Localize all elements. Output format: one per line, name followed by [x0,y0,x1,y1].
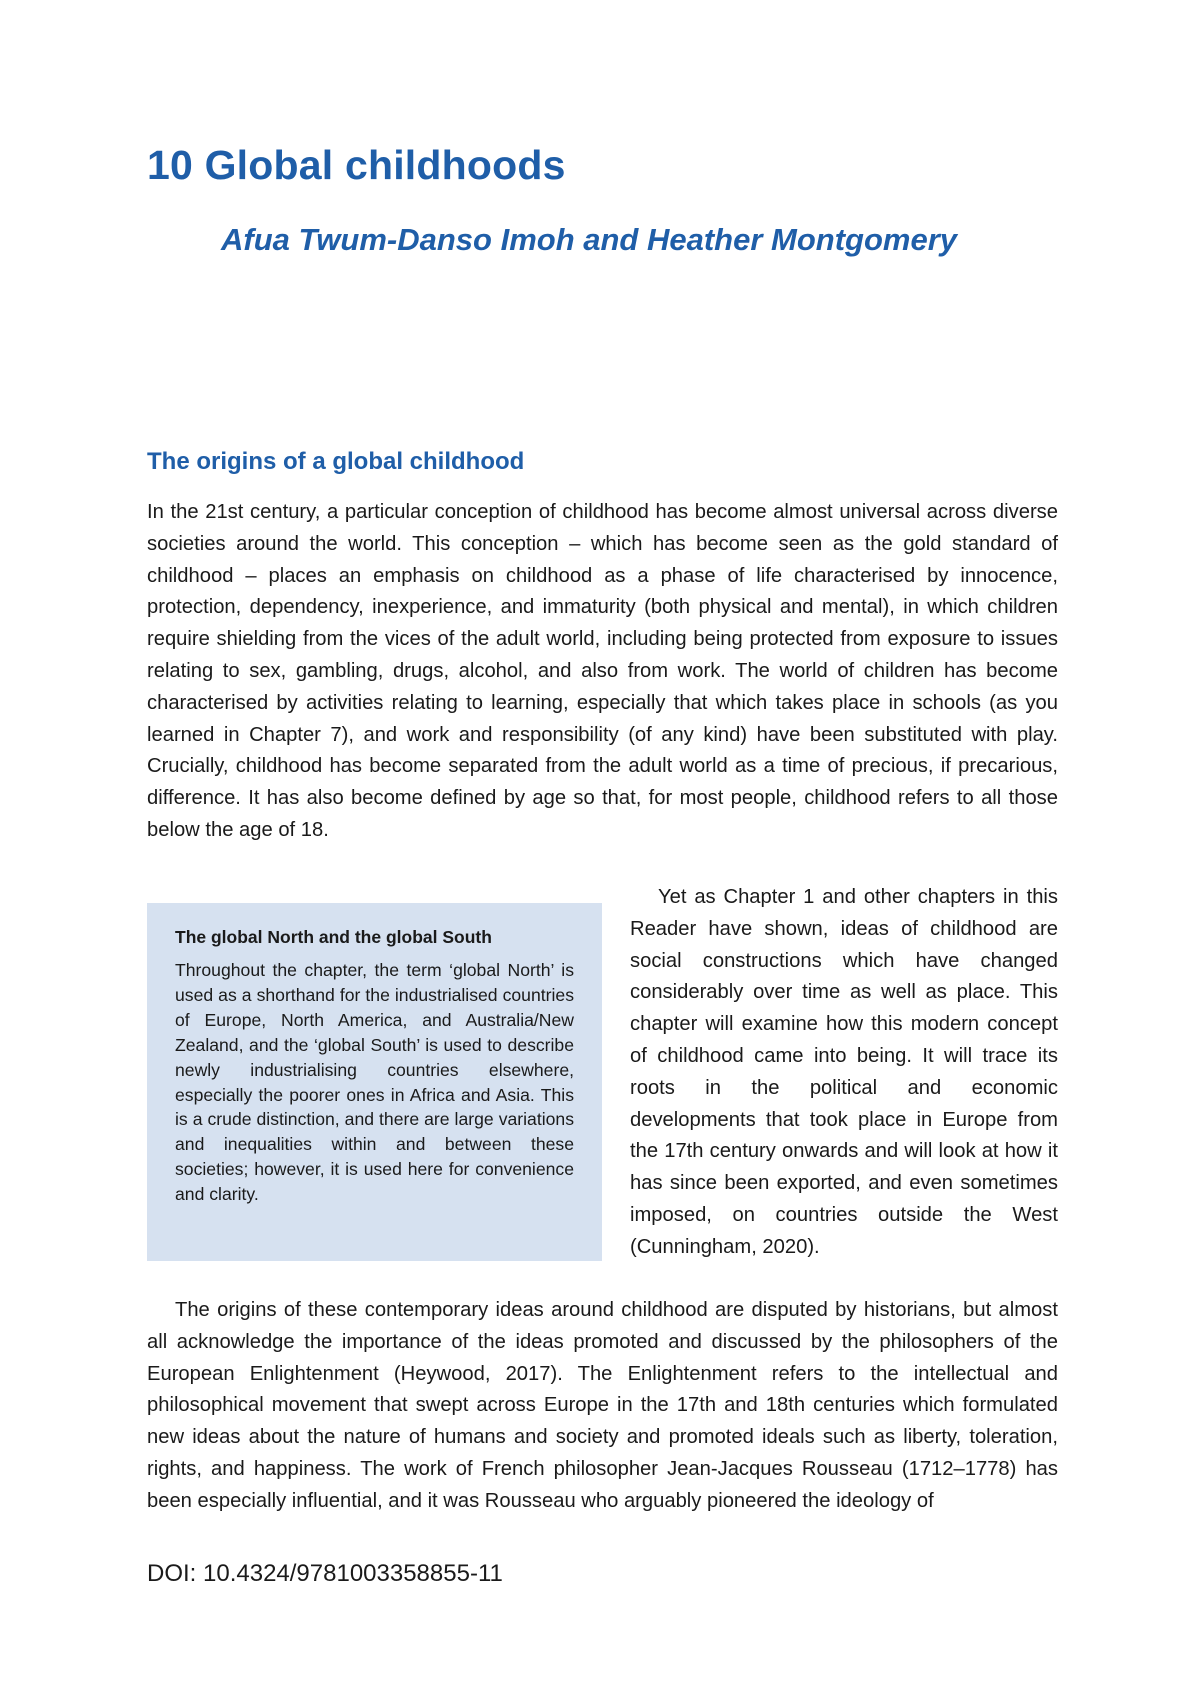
doi-footer: DOI: 10.4324/9781003358855-11 [147,1560,503,1587]
chapter-authors: Afua Twum-Danso Imoh and Heather Montgomery [221,222,958,257]
chapter-title: 10 Global childhoods [147,142,566,188]
sidebar-box [147,903,602,1261]
body-paragraph-1: In the 21st century, a particular conception of childhood has become almost universal across diverse societies around the world. This conception – which has become seen as the gold standard of childhood – places an emphasis on childhood as a phase of life characterised by innocence, protection, dependency, inexperience, and immaturity (both physical and mental), in which children require shielding from the vices of the adult world, including being protected from exposure to issues relating to sex, gambling, drugs, alcohol, and also from work. The world of children has become characterised by activities relating to learning, especially that which takes place in schools (as you learned in Chapter 7), and work and responsibility (of any kind) have been substituted with play. Crucially, childhood has become separated from the adult world as a time of precious, if precarious, difference. It has also become defined by age so that, for most people, childhood refers to all those below the age of 18. [147,501,1058,841]
body-paragraph-3: The origins of these contemporary ideas around childhood are disputed by historians, but almost all acknowledge the importance of the ideas promoted and discussed by the philosophers of the European Enlightenment (Heywood, 2017). The Enlightenment refers to the intellectual and philosophical movement that swept across Europe in the 17th and 18th centuries which formulated new ideas about the nature of humans and society and promoted ideals such as liberty, toleration, rights, and happiness. The work of French philosopher Jean-Jacques Rousseau (1712–1778) has been especially influential, and it was Rousseau who arguably pioneered the ideology of [147,1299,1058,1512]
sidebar-box-body: Throughout the chapter, the term ‘global North’ is used as a shorthand for the industrialised countries of Europe, North America, and Australia/New Zealand, and the ‘global South’ is used to describe newly industrialising countries elsewhere, especially the poorer ones in Africa and Asia. This is a crude distinction, and there are large variations and inequalities within and between these societies; however, it is used here for convenience and clarity. [175,960,574,1205]
sidebar-box-title: The global North and the global South [175,927,492,947]
section-heading: The origins of a global childhood [147,448,525,475]
body-paragraph-2: Yet as Chapter 1 and other chapters in this Reader have shown, ideas of childhood are social constructions which have changed considerably over time as well as place. This chapter will examine how this modern concept of childhood came into being. It will trace its roots in the political and economic developments that took place in Europe from the 17th century onwards and will look at how it has since been exported, and even sometimes imposed, on countries outside the West (Cunningham, 2020). [630,886,1058,1258]
